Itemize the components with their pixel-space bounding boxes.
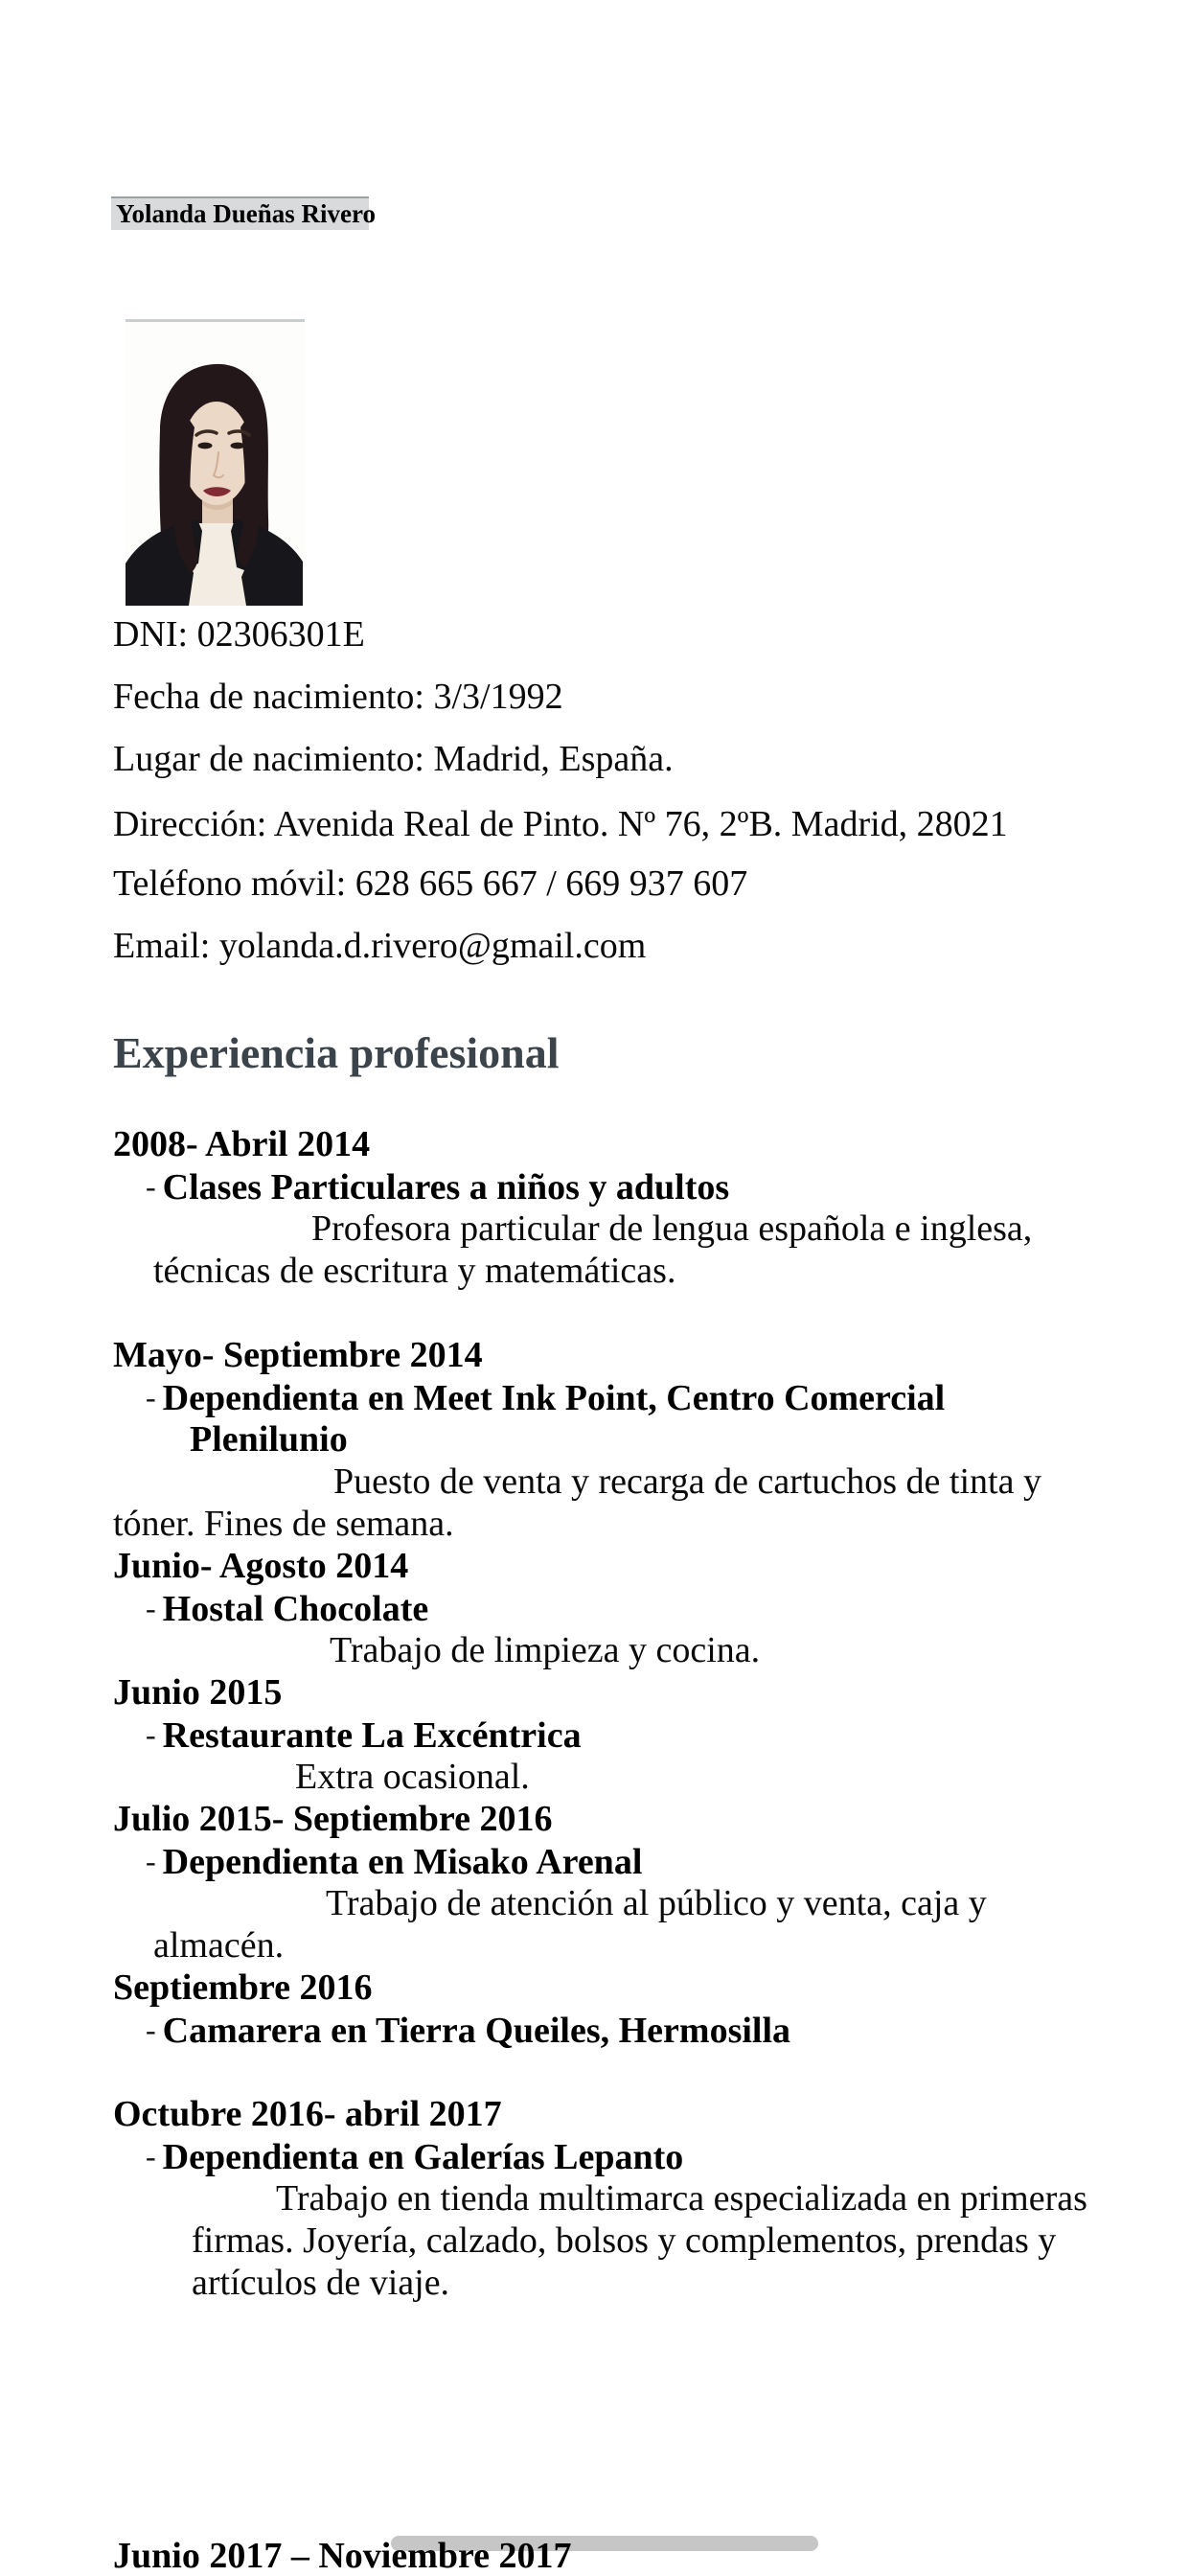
bullet-dash: - bbox=[146, 2012, 156, 2047]
entry-period: Junio- Agosto 2014 bbox=[113, 1546, 409, 1586]
entry-role-text: Plenilunio bbox=[190, 1419, 348, 1460]
entry-period: Octubre 2016- abril 2017 bbox=[113, 2094, 502, 2134]
entry-desc-line: Extra ocasional. bbox=[295, 1757, 530, 1797]
entry-desc-line: artículos de viaje. bbox=[192, 2263, 450, 2303]
entry-desc-line: Profesora particular de lengua española e inglesa, bbox=[311, 1208, 1033, 1249]
entry-role bbox=[146, 1165, 729, 1208]
bullet-dash: - bbox=[146, 1169, 156, 1204]
entry-role-text: Clases Particulares a niños y adultos bbox=[162, 1167, 730, 1208]
entry-role bbox=[146, 1376, 945, 1419]
entry-desc-line: Trabajo de atención al público y venta, caja y bbox=[326, 1883, 987, 1923]
entry-period: Julio 2015- Septiembre 2016 bbox=[113, 1799, 553, 1839]
entry-period: Mayo- Septiembre 2014 bbox=[113, 1335, 483, 1375]
info-email: Email: yolanda.d.rivero@gmail.com bbox=[113, 926, 647, 966]
bullet-dash: - bbox=[146, 1380, 156, 1414]
entry-desc-line: almacén. bbox=[153, 1925, 285, 1966]
entry-role-text: Dependienta en Meet Ink Point, Centro Comercial bbox=[162, 1378, 946, 1418]
name-highlight bbox=[111, 196, 377, 230]
info-phone: Teléfono móvil: 628 665 667 / 669 937 607 bbox=[113, 863, 748, 904]
entry-role bbox=[146, 1587, 428, 1630]
info-birthdate: Fecha de nacimiento: 3/3/1992 bbox=[113, 677, 563, 717]
entry-period: Junio 2017 – Noviembre 2017 bbox=[113, 2536, 572, 2576]
entry-role-text: Dependienta en Galerías Lepanto bbox=[162, 2137, 684, 2177]
bullet-dash: - bbox=[146, 1844, 156, 1878]
entry-role bbox=[146, 1840, 642, 1883]
entry-desc-line: firmas. Joyería, calzado, bolsos y complementos, prendas y bbox=[192, 2220, 1057, 2261]
entry-role-text: Camarera en Tierra Queiles, Hermosilla bbox=[162, 2011, 791, 2051]
section-heading-experience: Experiencia profesional bbox=[113, 1028, 560, 1077]
entry-role-text: Dependienta en Misako Arenal bbox=[162, 1842, 643, 1882]
entry-desc-line: técnicas de escritura y matemáticas. bbox=[153, 1251, 676, 1291]
bullet-dash: - bbox=[146, 1591, 156, 1625]
info-dni: DNI: 02306301E bbox=[113, 614, 365, 655]
entry-role bbox=[146, 2009, 790, 2052]
portrait-photo bbox=[126, 319, 305, 606]
entry-period: 2008- Abril 2014 bbox=[113, 1124, 371, 1164]
info-birthplace: Lugar de nacimiento: Madrid, España. bbox=[113, 739, 674, 779]
entry-period: Septiembre 2016 bbox=[113, 1967, 373, 2008]
bullet-dash: - bbox=[146, 1717, 156, 1752]
entry-desc-line: tóner. Fines de semana. bbox=[113, 1504, 454, 1544]
entry-role-text: Hostal Chocolate bbox=[162, 1589, 429, 1629]
entry-desc-line: Trabajo en tienda multimarca especializada en primeras bbox=[276, 2178, 1087, 2219]
bullet-dash: - bbox=[146, 2139, 156, 2174]
portrait-photo-graphic bbox=[126, 322, 303, 606]
entry-desc-line: Trabajo de limpieza y cocina. bbox=[330, 1630, 761, 1670]
person-name: Yolanda Dueñas Rivero bbox=[116, 199, 377, 228]
entry-desc-line: Puesto de venta y recarga de cartuchos de tinta y bbox=[333, 1461, 1041, 1502]
entry-role-text: Restaurante La Excéntrica bbox=[162, 1715, 582, 1756]
entry-role bbox=[146, 1714, 582, 1757]
info-address: Dirección: Avenida Real de Pinto. Nº 76, 2ºB. Madrid, 28021 bbox=[113, 804, 1008, 844]
entry-period: Junio 2015 bbox=[113, 1672, 283, 1713]
entry-role bbox=[146, 2135, 683, 2178]
